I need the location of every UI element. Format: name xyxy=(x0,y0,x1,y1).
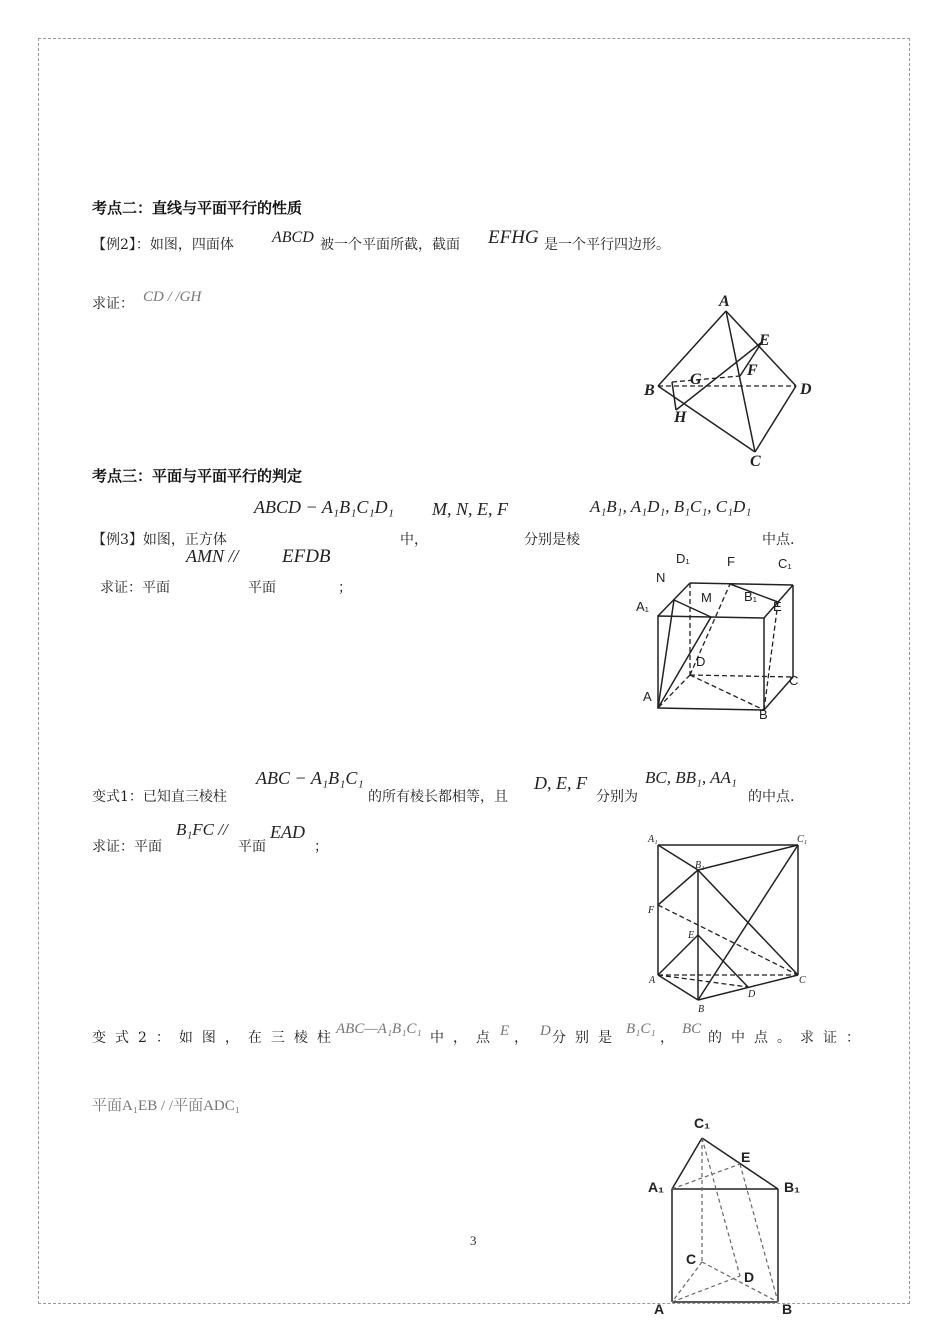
variant-2-tail: 的中点。求证： xyxy=(708,1030,869,1046)
label-E: E xyxy=(759,332,770,349)
section-2-heading: 考点二：直线与平面平行的性质 xyxy=(92,199,303,217)
variant-2-point-d: D xyxy=(540,1023,551,1039)
label-B1: B₁ xyxy=(784,1179,800,1195)
example-3-prove: 求证：平面 xyxy=(100,580,170,596)
label-B: B xyxy=(698,1004,705,1015)
page-number: 3 xyxy=(470,1233,477,1248)
label-B: B xyxy=(644,382,655,399)
label-D: D xyxy=(696,654,706,669)
plane-efdb: EFDB xyxy=(282,546,331,567)
line-A1E-hidden xyxy=(672,1164,740,1189)
label-F: F xyxy=(727,554,735,569)
variant-1-prism: ABC − A₁B₁C₁ xyxy=(256,768,364,788)
label-A: A xyxy=(654,1301,665,1317)
label-C: C xyxy=(799,975,806,986)
label-A: A xyxy=(643,689,652,704)
edge-DC xyxy=(755,386,796,452)
label-C1: C₁ xyxy=(797,834,808,845)
edge-A1B1 xyxy=(658,845,698,870)
prove-label: 求证： xyxy=(92,296,134,312)
label-M: M xyxy=(701,590,712,605)
label-D: D xyxy=(748,989,756,1000)
variant-1-edges: BC, BB₁, AA₁ xyxy=(645,768,737,787)
label-N: N xyxy=(656,570,666,585)
variant-1-all-edges: 的所有棱长都相等，且 xyxy=(368,789,508,805)
line-FB1 xyxy=(658,870,698,905)
variant-1-prove: 求证：平面 xyxy=(92,839,162,855)
example-3-fenbie: 分别是棱 xyxy=(524,532,580,548)
edge-AC xyxy=(726,311,755,452)
example-3-semicolon: ； xyxy=(338,580,352,596)
variant-1-are: 分别为 xyxy=(596,789,638,805)
edge-A1D1 xyxy=(658,583,690,616)
variant-2-edge2: BC xyxy=(682,1021,702,1037)
variant-2-point-e: E xyxy=(500,1023,510,1039)
variant-1-label: 变式1：已知直三棱柱 xyxy=(92,789,227,805)
example-2-label: 【例2】：如图，四面体 xyxy=(92,237,234,253)
edge-BC xyxy=(658,386,755,452)
cube-formula: ABCD − A₁B₁C₁D₁ xyxy=(254,497,394,517)
label-B1: B₁ xyxy=(695,860,705,871)
example-3-label: 【例3】如图，正方体 xyxy=(92,532,227,548)
tetrahedron-figure xyxy=(640,290,820,470)
edge-B1C1 xyxy=(698,845,798,870)
variant-2-conclusion: 平面A₁EB / /平面ADC₁ xyxy=(92,1098,240,1114)
label-D1: D₁ xyxy=(676,551,690,566)
label-H: H xyxy=(674,409,687,426)
example-2-middle: 被一个平面所截，截面 xyxy=(320,237,460,253)
label-C1: C₁ xyxy=(778,556,792,571)
label-C: C xyxy=(789,673,799,688)
line-ED xyxy=(698,935,748,987)
variant-2-prism: ABC—A₁B₁C₁ xyxy=(336,1021,422,1037)
variant-1-points: D, E, F xyxy=(534,773,587,793)
example-2-section: EFHG xyxy=(488,227,539,248)
label-A1: A₁ xyxy=(636,599,650,614)
edge-D1C1 xyxy=(690,583,793,585)
variant-1-semicolon: ； xyxy=(314,839,328,855)
label-E: E xyxy=(688,930,695,941)
variant-2-are: 分别是 xyxy=(552,1030,621,1046)
variant-2-label: 变式2：如图，在三棱柱 xyxy=(92,1030,340,1046)
variant-1-plane1: B₁FC // xyxy=(176,820,228,839)
line-DB-hidden xyxy=(690,675,764,710)
label-D: D xyxy=(744,1269,755,1285)
label-E: E xyxy=(741,1149,751,1165)
variant-2-comma: ， xyxy=(514,1030,528,1046)
cube-front-face xyxy=(658,616,764,710)
line-AE xyxy=(658,935,698,975)
line-FC-hidden xyxy=(658,905,798,975)
edge-DC-hidden xyxy=(690,675,793,677)
example-2-tail: 是一个平行四边形。 xyxy=(544,237,670,253)
plane-amn: AMN // xyxy=(186,546,239,566)
line-AD-hidden xyxy=(658,975,748,987)
variant-1-midpoints: 的中点. xyxy=(748,789,795,805)
label-D: D xyxy=(800,381,812,398)
line-AD-hidden xyxy=(672,1276,740,1302)
label-F: F xyxy=(648,905,655,916)
label-F: F xyxy=(747,362,758,379)
label-C: C xyxy=(750,453,761,470)
edge-CB-hidden xyxy=(702,1262,778,1302)
edge-A1C1 xyxy=(672,1138,702,1189)
label-B1: B₁ xyxy=(744,589,758,604)
section-3-heading: 考点三：平面与平面平行的判定 xyxy=(92,467,303,485)
variant-2-zhong: 中，点 xyxy=(430,1030,499,1046)
edges-list: A₁B₁, A₁D₁, B₁C₁, C₁D₁ xyxy=(590,497,752,516)
label-B: B xyxy=(782,1301,793,1317)
label-C1: C₁ xyxy=(694,1115,710,1131)
prove-expression: CD / /GH xyxy=(143,289,202,305)
label-A1: A₁ xyxy=(648,834,658,845)
label-C: C xyxy=(686,1251,697,1267)
label-B: B xyxy=(759,707,768,722)
variant-2-edge1: B₁C₁ xyxy=(626,1021,656,1037)
line-BE-hidden xyxy=(764,602,778,710)
section-GF-hidden xyxy=(672,376,740,382)
prism-figure-1 xyxy=(640,825,820,1020)
label-A: A xyxy=(649,975,656,986)
example-3-plane-word: 平面 xyxy=(248,580,276,596)
variant-1-plane2: EAD xyxy=(270,822,305,842)
variant-1-plane-word: 平面 xyxy=(238,839,266,855)
cube-figure xyxy=(630,545,810,725)
edge-AB xyxy=(658,975,698,1000)
line-C1D-hidden xyxy=(702,1138,740,1276)
label-A: A xyxy=(719,293,730,310)
example-2-object: ABCD xyxy=(272,229,314,246)
variant-2-comma2: ， xyxy=(660,1030,674,1046)
label-A1: A₁ xyxy=(648,1179,664,1195)
example-3-midpoint: 中点. xyxy=(762,532,795,548)
label-G: G xyxy=(690,371,702,388)
line-BC1 xyxy=(698,845,798,1000)
prism-figure-2 xyxy=(640,1110,820,1320)
label-E: E xyxy=(773,599,782,614)
example-3-zhong: 中， xyxy=(400,532,428,548)
points-mnef: M, N, E, F xyxy=(432,499,508,519)
